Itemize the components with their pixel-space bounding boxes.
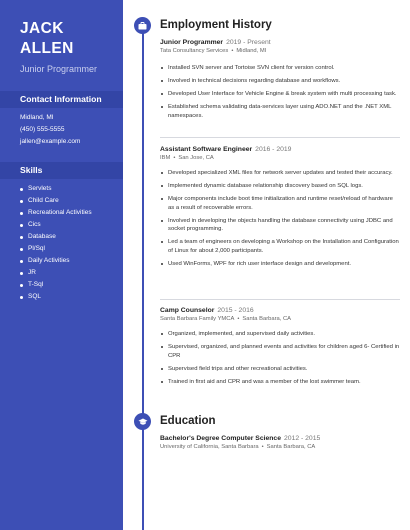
job-company: Tata Consultancy Services [160, 48, 229, 54]
main-content [123, 0, 410, 530]
job-bullet: Implemented dynamic database relationship discovery based on SQL logs. [160, 182, 400, 191]
job-title: Assistant Software Engineer [160, 146, 253, 153]
employment-heading: Employment History [160, 19, 272, 31]
job-location: Santa Barbara, CA [242, 316, 292, 322]
job-meta: Tata Consultancy Services • Midland, MI [160, 48, 267, 54]
job-bullets [160, 64, 400, 120]
education-heading: Education [160, 415, 216, 427]
job-divider [160, 137, 400, 138]
job-meta: IBM • San Jose, CA [160, 155, 214, 161]
first-name: JACK [20, 20, 64, 37]
job-title: Camp Counselor [160, 307, 215, 314]
job-company: Santa Barbara Family YMCA [160, 316, 235, 322]
job-entry [160, 38, 400, 125]
contact-location: Midland, MI [20, 114, 54, 121]
timeline-line [142, 20, 144, 530]
job-bullet: Supervised, organized, and planned events and activities for children aged 6- Certified in CPR [160, 343, 400, 360]
job-bullet: Developed User Interface for Vehicle Engine & break system with multi processing task. [160, 90, 400, 99]
skill-item: SQL [20, 291, 92, 303]
contact-email[interactable]: jallen@example.com [20, 138, 81, 145]
job-bullets [160, 169, 400, 268]
job-title-line [160, 145, 400, 154]
skill-item: JR [20, 267, 92, 279]
candidate-name [20, 19, 74, 59]
job-bullets [160, 330, 400, 386]
sidebar [0, 0, 123, 530]
education-entry [160, 434, 400, 452]
degree-line [160, 434, 400, 443]
job-bullet: Trained in first aid and CPR and was a member of the lost swimmer team. [160, 378, 400, 387]
skill-item: Database [20, 231, 92, 243]
contact-heading: Contact Information [0, 91, 123, 108]
job-divider [160, 299, 400, 300]
graduation-cap-icon [134, 413, 151, 430]
job-entry [160, 306, 400, 391]
skill-item: Recreational Activities [20, 207, 92, 219]
job-bullet: Used WinForms, WPF for rich user interface design and development. [160, 260, 400, 269]
job-title: Junior Programmer [160, 39, 224, 46]
skill-item: Pl/Sql [20, 243, 92, 255]
job-location: Midland, MI [236, 48, 267, 54]
skill-item: Child Care [20, 195, 92, 207]
job-dates: 2015 - 2016 [217, 307, 254, 314]
job-title-line [160, 38, 400, 47]
job-bullet: Organized, implemented, and supervised daily activities. [160, 330, 400, 339]
job-entry [160, 145, 400, 273]
job-bullet: Involved in technical decisions regarding database and workflows. [160, 77, 400, 86]
last-name: ALLEN [20, 40, 74, 57]
skill-item: Daily Activities [20, 255, 92, 267]
briefcase-icon [134, 17, 151, 34]
skill-item: Servlets [20, 183, 92, 195]
job-bullet: Involved in developing the objects handling the database connectivity using JDBC and socket programming. [160, 217, 400, 234]
job-bullet: Led a team of engineers on developing a Workshop on the Installation and Configuration of Linux for about 2,000 participants. [160, 238, 400, 255]
job-company: IBM [160, 155, 171, 161]
school: University of California, Santa Barbara [160, 444, 259, 450]
skill-item: T-Sql [20, 279, 92, 291]
degree: Bachelor's Degree Computer Science [160, 435, 281, 442]
job-dates: 2019 - Present [226, 39, 271, 46]
job-bullet: Major components include boot time initialization and runtime reset/reload of hardware as a result of recoverable errors. [160, 195, 400, 212]
school-location: Santa Barbara, CA [266, 444, 316, 450]
job-location: San Jose, CA [178, 155, 214, 161]
skills-heading: Skills [0, 162, 123, 179]
education-meta: University of California, Santa Barbara • Santa Barbara, CA [160, 444, 316, 450]
job-bullet: Established schema validating data-services layer using ADO.NET and the .NET XML namespaces. [160, 103, 400, 120]
skill-item: Cics [20, 219, 92, 231]
candidate-role: Junior Programmer [20, 64, 98, 74]
job-bullet: Installed SVN server and Tortoise SVN client for version control. [160, 64, 400, 73]
job-bullet: Supervised field trips and other recreational activities. [160, 365, 400, 374]
skills-list [20, 183, 92, 303]
job-title-line [160, 306, 400, 315]
education-dates: 2012 - 2015 [283, 435, 321, 442]
job-bullet: Developed specialized XML files for network server updates and tested their accuracy. [160, 169, 400, 178]
contact-phone: (450) 555-5555 [20, 126, 65, 133]
job-meta: Santa Barbara Family YMCA • Santa Barbara, CA [160, 316, 292, 322]
job-dates: 2016 - 2019 [255, 146, 292, 153]
